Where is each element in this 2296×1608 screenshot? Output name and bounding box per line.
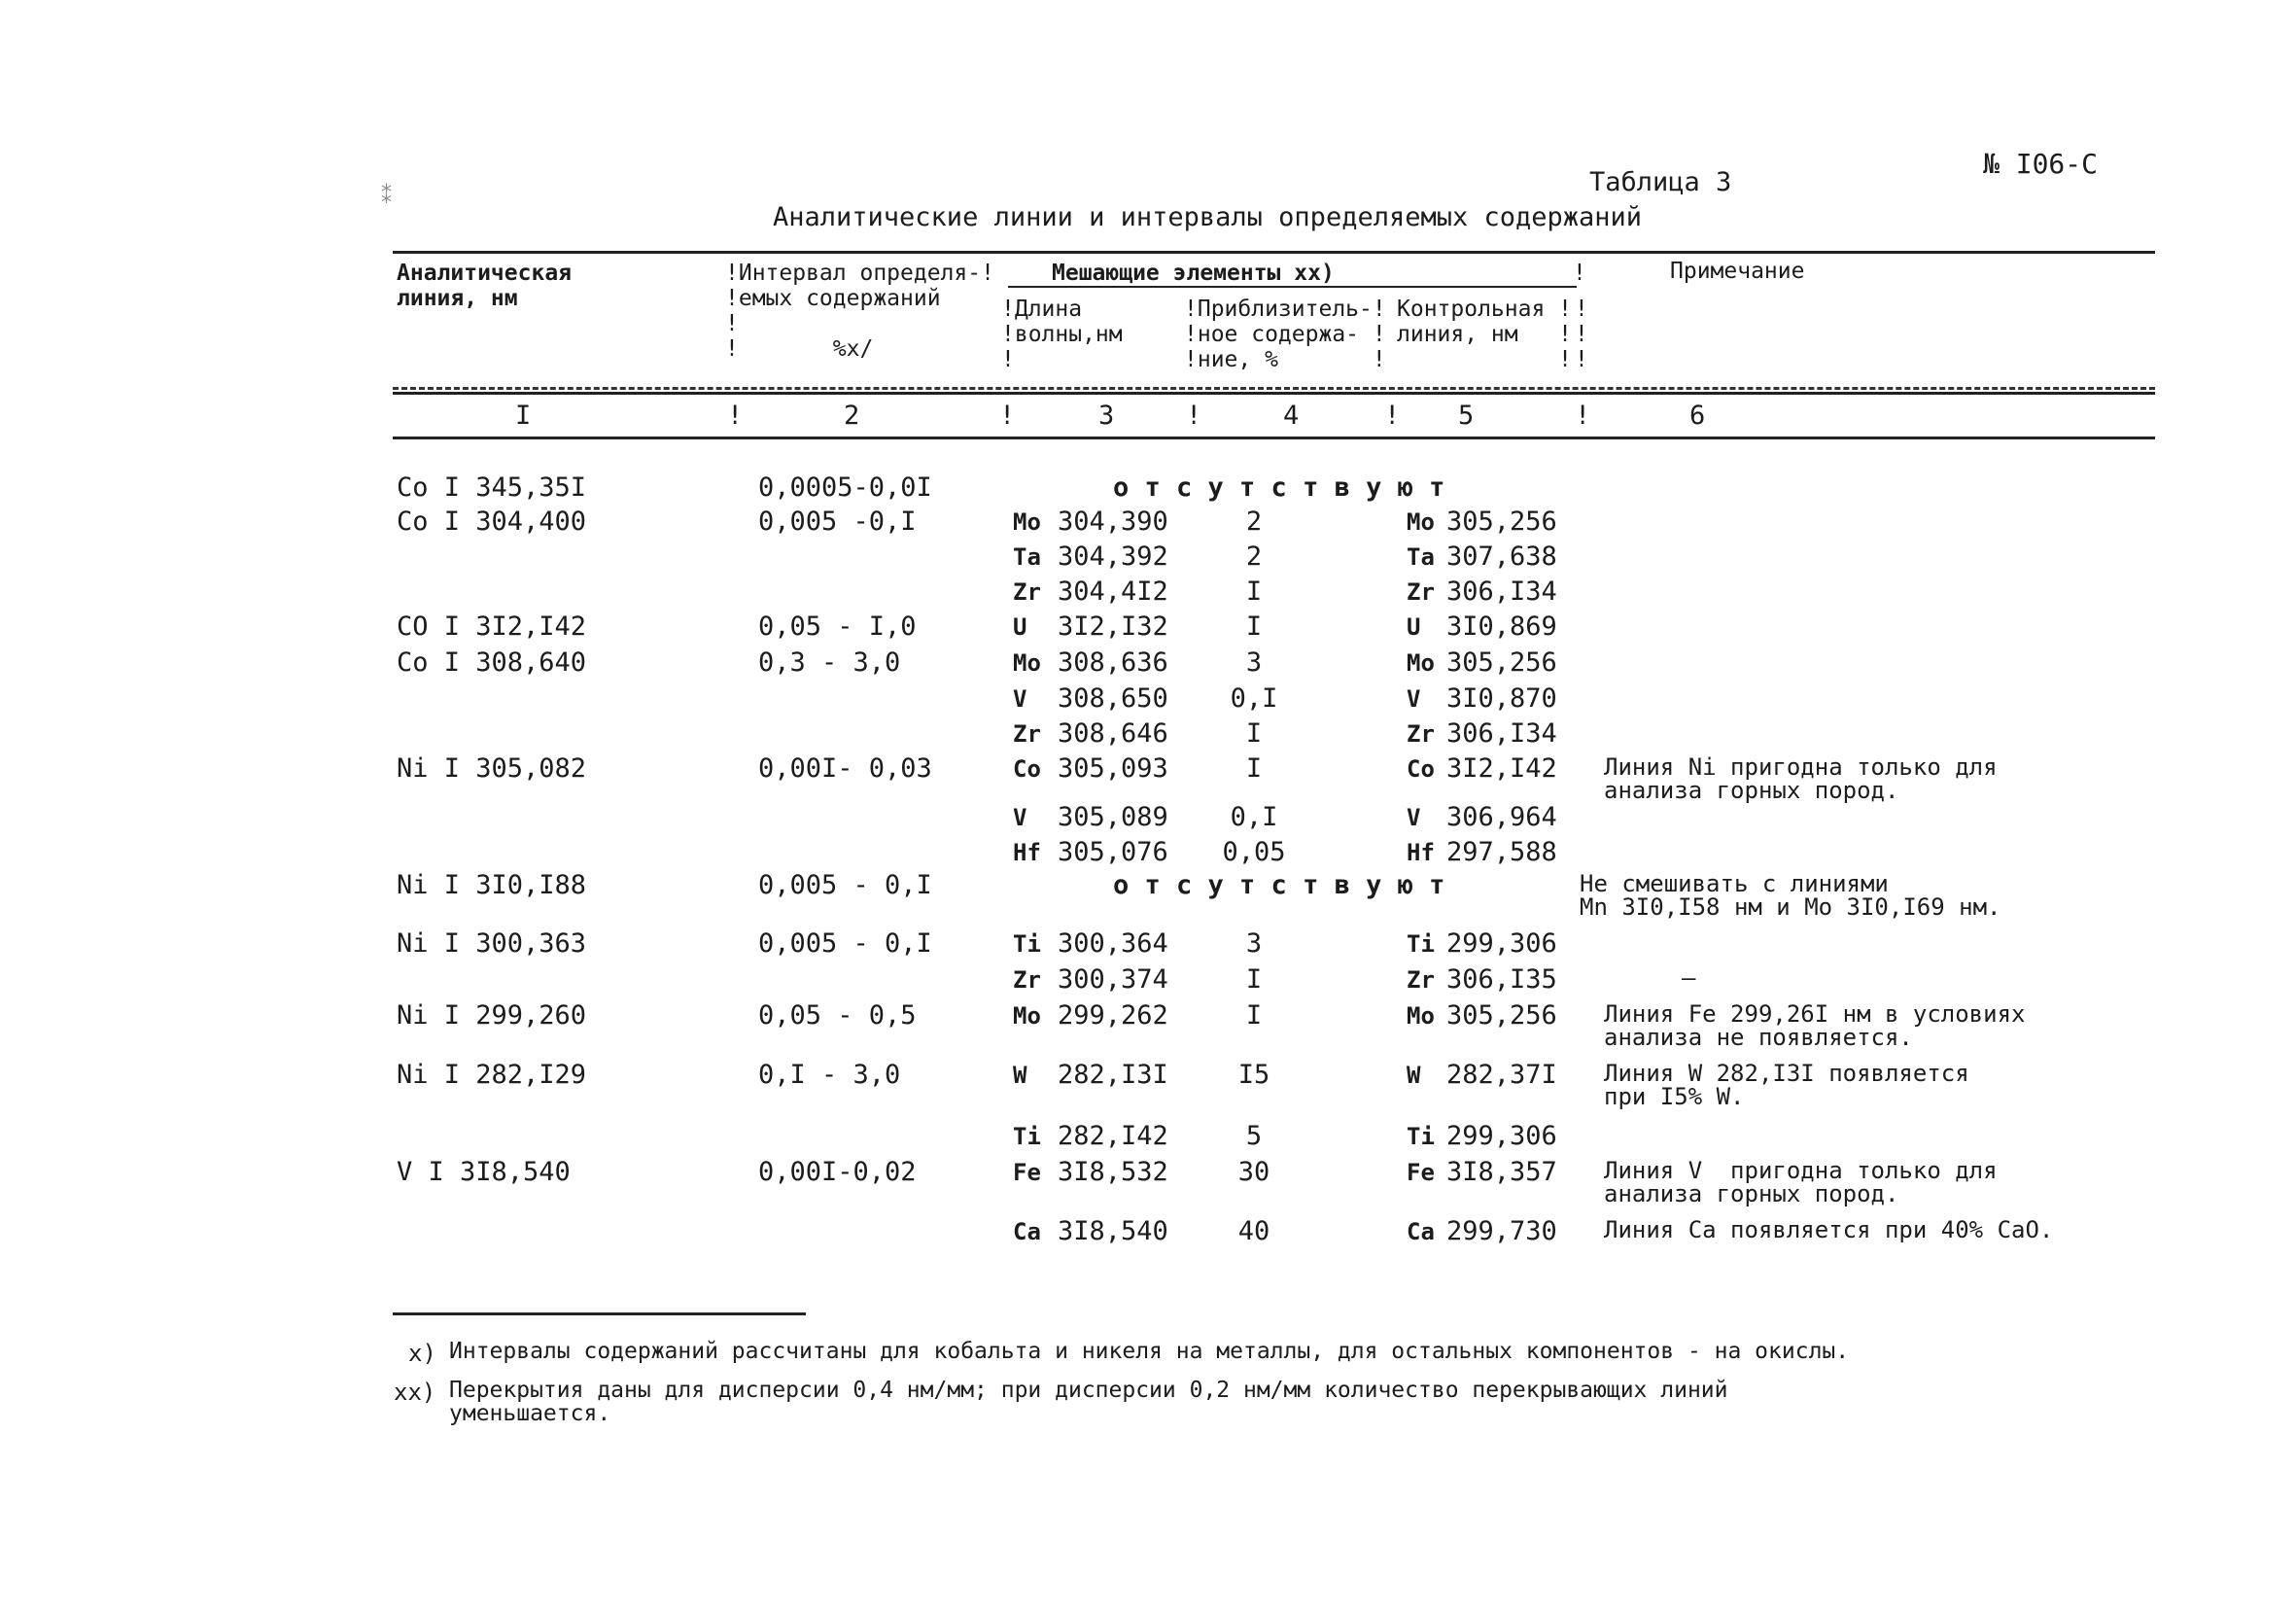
- table-title: Аналитические линии и интервалы определяемых содержаний: [773, 202, 1643, 232]
- control-element: Zr: [1407, 720, 1435, 748]
- analytical-line: Co I 308,640: [397, 647, 587, 678]
- interfering-element: Ta: [1013, 543, 1041, 571]
- interfering-wavelength: 3I2,I32: [1058, 612, 1168, 642]
- control-wavelength: 306,I35: [1446, 964, 1557, 995]
- column-number-top-rule: [393, 392, 2155, 395]
- control-element: Ta: [1407, 543, 1435, 571]
- interfering-wavelength: 305,093: [1058, 753, 1168, 784]
- analytical-line: V I 3I8,540: [397, 1157, 571, 1187]
- analytical-line: Ni I 282,I29: [397, 1060, 587, 1090]
- control-wavelength: 299,306: [1446, 928, 1557, 959]
- approx-concentration: 0,05: [1222, 837, 1286, 867]
- column-separator: !: [1575, 401, 1591, 431]
- control-element: W: [1407, 1062, 1421, 1089]
- column-separator: !: [999, 401, 1016, 431]
- interfering-element: V: [1013, 685, 1027, 713]
- interfering-element: Hf: [1013, 839, 1041, 866]
- control-wavelength: 306,I34: [1446, 577, 1557, 607]
- control-element: Zr: [1407, 578, 1435, 606]
- analytical-line: Co I 304,400: [397, 507, 587, 537]
- analytical-line: Ni I 300,363: [397, 928, 587, 959]
- control-wavelength: 306,I34: [1446, 718, 1557, 749]
- interfering-element: Fe: [1013, 1159, 1041, 1186]
- interval-range: 0,005 - 0,I: [758, 928, 932, 959]
- control-element: Mo: [1407, 649, 1435, 677]
- header-top-rule: [393, 251, 2155, 254]
- column-number-4: 4: [1283, 401, 1300, 431]
- column-number-3: 3: [1098, 401, 1115, 431]
- approx-concentration: I: [1245, 612, 1263, 642]
- row-note: Линия V пригодна только для анализа горных пород.: [1604, 1157, 1998, 1207]
- interfering-wavelength: 305,076: [1058, 837, 1168, 867]
- row-note: Линия Ni пригодна только для анализа горных пород.: [1604, 753, 1998, 804]
- interfering-wavelength: 300,374: [1058, 964, 1168, 995]
- control-wavelength: 307,638: [1446, 542, 1557, 572]
- row-note: Линия W 282,I3I появляется при I5% W.: [1604, 1060, 1969, 1110]
- interfering-wavelength: 305,089: [1058, 802, 1168, 832]
- interfering-wavelength: 3I8,540: [1058, 1216, 1168, 1246]
- approx-concentration: I: [1245, 753, 1263, 784]
- approx-concentration: 40: [1237, 1216, 1270, 1246]
- control-wavelength: 305,256: [1446, 647, 1557, 678]
- interfering-wavelength: 308,650: [1058, 683, 1168, 714]
- interfering-wavelength: 300,364: [1058, 928, 1168, 959]
- interfering-element: Mo: [1013, 1002, 1041, 1030]
- header-interval: !Интервал определя-! !емых содержаний ! ! %x/: [725, 261, 994, 362]
- control-element: Zr: [1407, 966, 1435, 994]
- approx-concentration: 5: [1245, 1121, 1263, 1151]
- control-element: Ti: [1407, 930, 1435, 958]
- header-interfering-elements: Мешающие элементы xx): [1052, 261, 1335, 286]
- footnote-mark: x): [408, 1340, 436, 1367]
- approx-concentration: 0,I: [1230, 802, 1278, 832]
- analytical-line: Co I 345,35I: [397, 472, 587, 503]
- interfering-wavelength: 282,I42: [1058, 1121, 1168, 1151]
- analytical-line: Ni I 3I0,I88: [397, 870, 587, 900]
- interfering-element: W: [1013, 1062, 1027, 1089]
- interfering-element: Ca: [1013, 1218, 1041, 1245]
- absent-note: о т с у т с т в у ю т: [1113, 870, 1445, 900]
- interfering-element: U: [1013, 613, 1027, 641]
- interfering-wavelength: 282,I3I: [1058, 1060, 1168, 1090]
- control-element: Fe: [1407, 1159, 1435, 1186]
- interval-range: 0,05 - I,0: [758, 612, 917, 642]
- approx-concentration: 30: [1237, 1157, 1270, 1187]
- footnote-rule: [393, 1312, 806, 1315]
- interval-range: 0,00I- 0,03: [758, 753, 932, 784]
- column-number-2: 2: [844, 401, 860, 431]
- column-separator: !: [1186, 401, 1202, 431]
- control-element: Ti: [1407, 1123, 1435, 1150]
- control-element: Hf: [1407, 839, 1435, 866]
- approx-concentration: I: [1245, 577, 1263, 607]
- approx-concentration: I5: [1237, 1060, 1270, 1090]
- interval-range: 0,I - 3,0: [758, 1060, 901, 1090]
- column-number-6: 6: [1689, 401, 1706, 431]
- footnote-mark: xx): [394, 1379, 436, 1406]
- footnote-text: Интервалы содержаний рассчитаны для кобальта и никеля на металлы, для остальных компонентов - на окислы.: [449, 1339, 1850, 1364]
- row-note: Линия Fe 299,26I нм в условиях анализа не появляется.: [1604, 1000, 2026, 1051]
- analytical-line: Ni I 299,260: [397, 1000, 587, 1031]
- column-separator: !: [1384, 401, 1401, 431]
- column-separator: !: [727, 401, 744, 431]
- header-note-bangs: ! ! !: [1575, 297, 1588, 372]
- interfering-wavelength: 304,390: [1058, 507, 1168, 537]
- interfering-wavelength: 3I8,532: [1058, 1157, 1168, 1187]
- interval-range: 0,005 - 0,I: [758, 870, 932, 900]
- interfering-element: V: [1013, 804, 1027, 831]
- interfering-wavelength: 308,636: [1058, 647, 1168, 678]
- control-wavelength: 306,964: [1446, 802, 1557, 832]
- analytical-line: Ni I 305,082: [397, 753, 587, 784]
- header-approx-content: !Приблизитель-! !ное содержа- ! !ние, % !: [1184, 297, 1386, 372]
- interfering-element: Ti: [1013, 930, 1041, 958]
- interval-range: 0,05 - 0,5: [758, 1000, 917, 1031]
- control-element: Ca: [1407, 1218, 1435, 1245]
- control-wavelength: 3I0,870: [1446, 683, 1557, 714]
- control-element: Mo: [1407, 508, 1435, 536]
- header-bottom-rule: [393, 387, 2155, 390]
- approx-concentration: I: [1245, 718, 1263, 749]
- interfering-element: Zr: [1013, 720, 1041, 748]
- approx-concentration: 3: [1245, 647, 1263, 678]
- approx-concentration: I: [1245, 1000, 1263, 1031]
- interval-range: 0,00I-0,02: [758, 1157, 917, 1187]
- group-underline: [1008, 286, 1577, 288]
- control-wavelength: 3I0,869: [1446, 612, 1557, 642]
- control-element: V: [1407, 804, 1421, 831]
- column-number-bottom-rule: [393, 437, 2155, 439]
- control-wavelength: 3I8,357: [1446, 1157, 1557, 1187]
- row-note: –: [1682, 964, 1696, 992]
- control-wavelength: 299,306: [1446, 1121, 1557, 1151]
- footnote-text: Перекрытия даны для дисперсии 0,4 нм/мм; при дисперсии 0,2 нм/мм количество перекрывающих линий уменьшается.: [449, 1378, 1728, 1426]
- control-wavelength: 305,256: [1446, 1000, 1557, 1031]
- row-note: Линия Ca появляется при 40% CaO.: [1604, 1216, 2054, 1243]
- control-wavelength: 299,730: [1446, 1216, 1557, 1246]
- interfering-element: Zr: [1013, 966, 1041, 994]
- interval-range: 0,005 -0,I: [758, 507, 917, 537]
- column-number-5: 5: [1458, 401, 1475, 431]
- interval-range: 0,3 - 3,0: [758, 647, 901, 678]
- approx-concentration: 2: [1245, 507, 1263, 537]
- control-element: Mo: [1407, 1002, 1435, 1030]
- interfering-wavelength: 299,262: [1058, 1000, 1168, 1031]
- table-label: Таблица 3: [1589, 167, 1732, 197]
- interfering-element: Mo: [1013, 508, 1041, 536]
- interfering-element: Zr: [1013, 578, 1041, 606]
- control-wavelength: 3I2,I42: [1446, 753, 1557, 784]
- interfering-wavelength: 304,392: [1058, 542, 1168, 572]
- interfering-element: Mo: [1013, 649, 1041, 677]
- header-note: Примечание: [1670, 259, 1805, 284]
- control-wavelength: 305,256: [1446, 507, 1557, 537]
- margin-mark: ⁑: [381, 185, 392, 209]
- control-wavelength: 282,37I: [1446, 1060, 1557, 1090]
- row-note: Не смешивать с линиями Mn 3I0,I58 нм и Mo 3I0,I69 нм.: [1580, 870, 2001, 921]
- column-number-1: I: [515, 401, 532, 431]
- control-element: Co: [1407, 755, 1435, 783]
- header-analytical-line: Аналитическая линия, нм: [397, 261, 573, 311]
- header-wavelength: !Длина !волны,нм !: [1001, 297, 1123, 372]
- interfering-element: Co: [1013, 755, 1041, 783]
- absent-note: о т с у т с т в у ю т: [1113, 472, 1445, 503]
- interval-range: 0,0005-0,0I: [758, 472, 932, 503]
- approx-concentration: I: [1245, 964, 1263, 995]
- approx-concentration: 0,I: [1230, 683, 1278, 714]
- interfering-wavelength: 308,646: [1058, 718, 1168, 749]
- approx-concentration: 2: [1245, 542, 1263, 572]
- control-element: U: [1407, 613, 1421, 641]
- interfering-wavelength: 304,4I2: [1058, 577, 1168, 607]
- interfering-element: Ti: [1013, 1123, 1041, 1150]
- header-group-bang: !: [1573, 261, 1586, 286]
- analytical-line: CO I 3I2,I42: [397, 612, 587, 642]
- control-element: V: [1407, 685, 1421, 713]
- control-wavelength: 297,588: [1446, 837, 1557, 867]
- header-control-line: Контрольная ! линия, нм ! !: [1397, 297, 1573, 372]
- document-number: № I06-С: [1983, 148, 2099, 180]
- approx-concentration: 3: [1245, 928, 1263, 959]
